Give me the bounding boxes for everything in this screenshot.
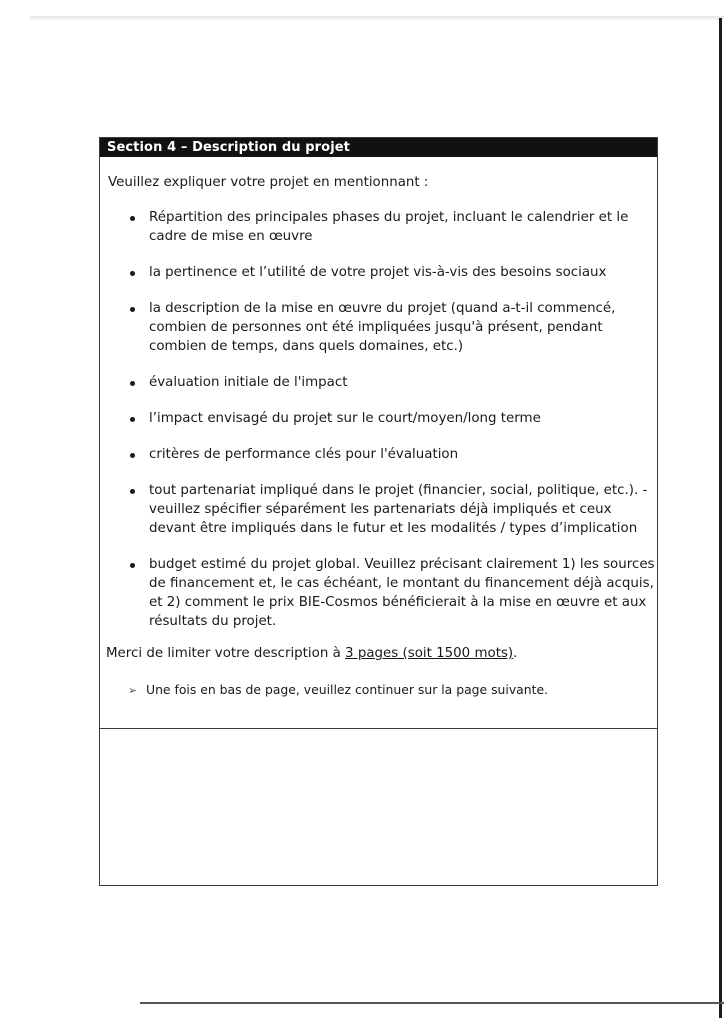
list-item-text: évaluation initiale de l'impact: [149, 375, 348, 390]
bullet-icon: [130, 563, 135, 568]
scan-edge-right: [719, 18, 722, 1018]
bullet-icon: [130, 307, 135, 312]
section-title: Section 4 – Description du projet: [100, 138, 657, 157]
list-item-text: Répartition des principales phases du projet, incluant le calendrier et le cadre de mise en œuvre: [149, 210, 629, 244]
description-answer-area[interactable]: [100, 730, 657, 884]
list-item-text: budget estimé du projet global. Veuillez précisant clairement 1) les sources de financement et, le cas échéant, le montant du financement déjà acquis, et 2) comment le prix BIE-Cosmos bénéficierait à la mise en œuvre et aux résultats du projet.: [149, 557, 655, 629]
list-item: [110, 409, 658, 428]
word-limit-value: 3 pages (soit 1500 mots): [345, 646, 514, 661]
bullet-icon: [130, 216, 135, 221]
list-item-text: la pertinence et l’utilité de votre projet vis-à-vis des besoins sociaux: [149, 265, 607, 280]
list-item: [110, 481, 658, 538]
word-limit-prefix: Merci de limiter votre description à: [106, 646, 346, 661]
list-item-text: la description de la mise en œuvre du projet (quand a-t-il commencé, combien de personnes ont été impliquées jusqu'à présent, pendant combien de temps, dans quels domaines, etc.): [149, 301, 616, 354]
list-item: [110, 263, 658, 282]
list-item-text: tout partenariat impliqué dans le projet (financier, social, politique, etc.). - veuillez spécifier séparément les partenariats déjà impliqués et ceux devant être impliqués dans le futur et les modalités / types d’implication: [149, 483, 648, 536]
continuation-note: [128, 682, 548, 697]
list-item: [110, 445, 658, 464]
list-item: [110, 208, 658, 246]
arrow-bullet-icon: ➢: [128, 684, 138, 697]
list-item: [110, 373, 658, 392]
bullet-icon: [130, 381, 135, 386]
section-4-form-frame: [99, 137, 658, 886]
list-item: [110, 555, 658, 631]
scan-edge-bottom: [140, 1002, 724, 1004]
scan-edge-top: [30, 16, 724, 20]
bullet-icon: [130, 417, 135, 422]
instructions-intro: Veuillez expliquer votre projet en mentionnant :: [108, 175, 429, 190]
list-item: [110, 299, 658, 356]
list-item-text: critères de performance clés pour l'évaluation: [149, 447, 459, 462]
continuation-note-text: Une fois en bas de page, veuillez continuer sur la page suivante.: [146, 682, 549, 697]
bullet-icon: [130, 453, 135, 458]
word-limit-instruction: [106, 646, 517, 661]
bullet-icon: [130, 489, 135, 494]
requirements-list: [110, 208, 658, 648]
word-limit-suffix: .: [513, 646, 518, 661]
list-item-text: l’impact envisagé du projet sur le court/moyen/long terme: [149, 411, 541, 426]
section-divider: [100, 728, 657, 729]
bullet-icon: [130, 271, 135, 276]
